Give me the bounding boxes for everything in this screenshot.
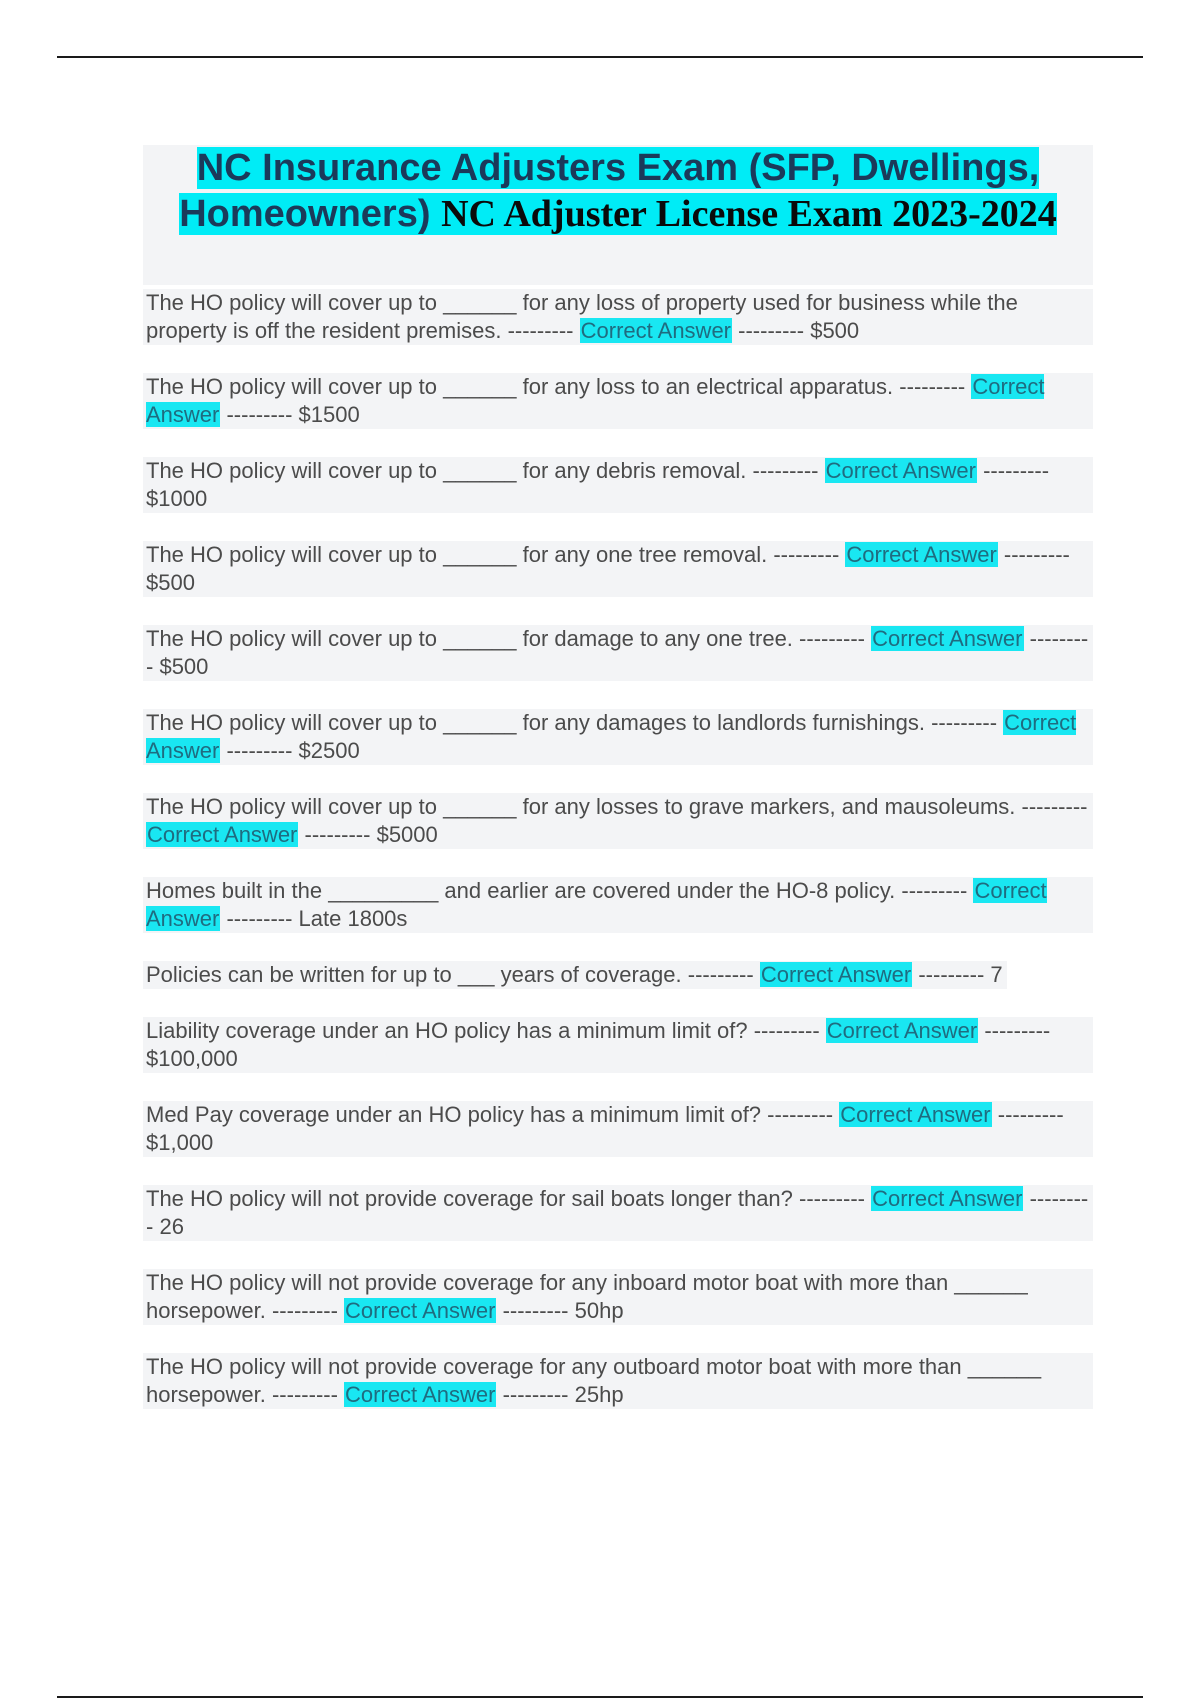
- separator: ---------: [146, 1186, 1089, 1239]
- title-block: [143, 145, 1093, 285]
- separator: ---------: [799, 626, 865, 651]
- separator: ---------: [752, 458, 819, 483]
- correct-answer-label: Correct Answer: [840, 1102, 991, 1127]
- correct-answer-label: Correct Answer: [760, 962, 912, 987]
- correct-answer-label: Correct Answer: [872, 1186, 1023, 1211]
- correct-answer-label: Correct Answer: [146, 374, 1045, 427]
- title-line-2: [179, 193, 1057, 235]
- separator: ---------: [1021, 794, 1088, 819]
- question-text: Policies can be written for up to ___ years of coverage.: [146, 962, 682, 987]
- separator: ---------: [1003, 542, 1070, 567]
- question-text: The HO policy will cover up to ______ for damage to any one tree.: [146, 626, 793, 651]
- question-text: The HO policy will cover up to ______ for any losses to grave markers, and mausoleums.: [146, 794, 1016, 819]
- question-text: The HO policy will cover up to ______ for any loss of property used for business while the property is off the resident premises.: [146, 290, 1018, 343]
- question-text: The HO policy will cover up to ______ for any damages to landlords furnishings.: [146, 710, 925, 735]
- separator: ---------: [773, 542, 840, 567]
- answer-text: $100,000: [146, 1046, 238, 1071]
- answer-text: $1500: [298, 402, 360, 427]
- correct-answer-label: Correct Answer: [146, 710, 1077, 763]
- page-title: [143, 145, 1093, 237]
- answer-text: $500: [159, 654, 209, 679]
- separator: ---------: [918, 962, 985, 987]
- correct-answer-label: Correct Answer: [825, 458, 976, 483]
- answer-text: $5000: [376, 822, 438, 847]
- qa-list: [143, 289, 1093, 1409]
- qa-item: [143, 1185, 1093, 1241]
- separator: ---------: [738, 318, 805, 343]
- separator: ---------: [226, 738, 293, 763]
- separator: ---------: [984, 1018, 1051, 1043]
- answer-text: $500: [146, 570, 195, 595]
- qa-item: [143, 289, 1093, 345]
- question-text: The HO policy will not provide coverage for sail boats longer than?: [146, 1186, 793, 1211]
- separator: ---------: [226, 402, 293, 427]
- bottom-rule: [57, 1696, 1143, 1698]
- qa-item: [143, 793, 1093, 849]
- correct-answer-label: Correct Answer: [147, 822, 298, 847]
- title-line-2-serif: NC Adjuster License Exam 2023-2024: [441, 193, 1057, 235]
- question-text: Homes built in the _________ and earlier are covered under the HO-8 policy.: [146, 878, 896, 903]
- separator: ---------: [899, 374, 966, 399]
- document-page: [143, 145, 1093, 1437]
- separator: ---------: [753, 1018, 820, 1043]
- title-line-2-sans: Homeowners): [179, 193, 431, 235]
- question-text: Liability coverage under an HO policy has a minimum limit of?: [146, 1018, 748, 1043]
- answer-text: Late 1800s: [298, 906, 408, 931]
- correct-answer-label: Correct Answer: [826, 1018, 978, 1043]
- correct-answer-label: Correct Answer: [580, 318, 732, 343]
- question-text: The HO policy will cover up to ______ for any loss to an electrical apparatus.: [146, 374, 894, 399]
- answer-text: $1,000: [146, 1130, 214, 1155]
- correct-answer-label: Correct Answer: [872, 626, 1023, 651]
- answer-text: $2500: [298, 738, 360, 763]
- separator: ---------: [767, 1102, 834, 1127]
- separator: ---------: [901, 878, 968, 903]
- correct-answer-label: Correct Answer: [345, 1298, 496, 1323]
- separator: ---------: [226, 906, 293, 931]
- qa-item: [143, 373, 1093, 429]
- question-text: The HO policy will not provide coverage for any inboard motor boat with more than ______ horsepower.: [146, 1270, 1028, 1323]
- qa-item: [143, 457, 1093, 513]
- qa-item: [143, 961, 1007, 989]
- separator: ---------: [687, 962, 754, 987]
- qa-item: [143, 625, 1093, 681]
- separator: ---------: [983, 458, 1050, 483]
- separator: ---------: [502, 1382, 569, 1407]
- qa-item: [143, 709, 1093, 765]
- answer-text: 7: [990, 962, 1003, 987]
- qa-item: [143, 1017, 1093, 1073]
- qa-item: [143, 1269, 1093, 1325]
- answer-text: $1000: [146, 486, 208, 511]
- separator: ---------: [931, 710, 998, 735]
- separator: ---------: [507, 318, 574, 343]
- separator: ---------: [799, 1186, 865, 1211]
- answer-text: 25hp: [574, 1382, 624, 1407]
- answer-text: $500: [810, 318, 860, 343]
- answer-text: 26: [159, 1214, 184, 1239]
- qa-item: [143, 1101, 1093, 1157]
- top-rule: [57, 56, 1143, 58]
- question-text: Med Pay coverage under an HO policy has a minimum limit of?: [146, 1102, 762, 1127]
- separator: ---------: [271, 1382, 338, 1407]
- separator: ---------: [502, 1298, 569, 1323]
- question-text: The HO policy will cover up to ______ for any one tree removal.: [146, 542, 768, 567]
- separator: ---------: [304, 822, 371, 847]
- correct-answer-label: Correct Answer: [846, 542, 997, 567]
- separator: ---------: [997, 1102, 1064, 1127]
- title-line-1: NC Insurance Adjusters Exam (SFP, Dwellings,: [196, 147, 1040, 189]
- separator: ---------: [271, 1298, 338, 1323]
- qa-item: [143, 1353, 1093, 1409]
- question-text: The HO policy will not provide coverage for any outboard motor boat with more than ______ horsepower.: [146, 1354, 1042, 1407]
- correct-answer-label: Correct Answer: [345, 1382, 496, 1407]
- separator: ---------: [146, 626, 1089, 679]
- correct-answer-label: Correct Answer: [146, 878, 1047, 931]
- qa-item: [143, 541, 1093, 597]
- answer-text: 50hp: [574, 1298, 624, 1323]
- qa-item: [143, 877, 1093, 933]
- question-text: The HO policy will cover up to ______ for any debris removal.: [146, 458, 747, 483]
